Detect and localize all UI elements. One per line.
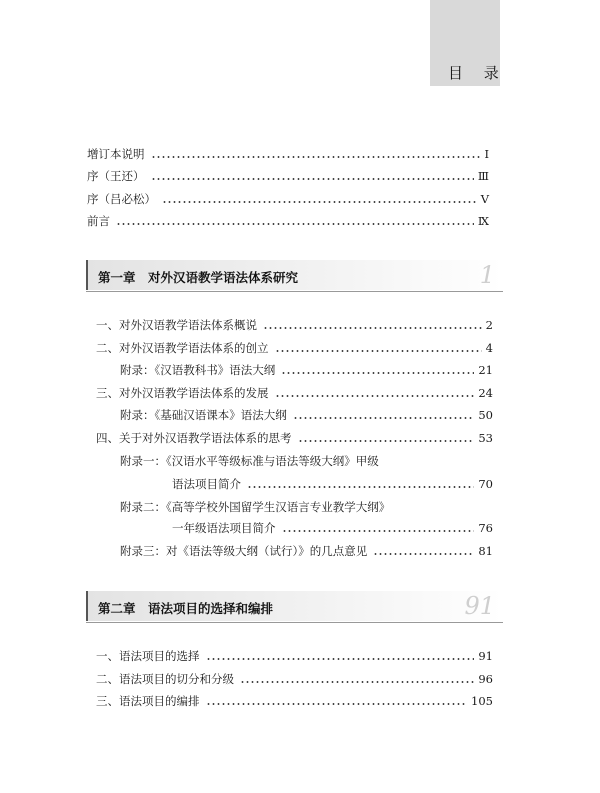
toc-entry-appendix[interactable] bbox=[120, 362, 493, 377]
toc-entry-label: 附录三：对《语法等级大纲（试行）》的几点意见 bbox=[120, 544, 368, 558]
toc-entry-page: 91 bbox=[478, 649, 493, 663]
chapter-underline bbox=[86, 291, 503, 292]
toc-entry-page: 21 bbox=[478, 363, 493, 377]
toc-entry-page: 105 bbox=[471, 694, 493, 708]
chapter-title: 第一章 对外汉语教学语法体系研究 bbox=[98, 270, 299, 285]
toc-entry-appendix-cont[interactable] bbox=[172, 520, 493, 535]
toc-entry-label: 附录：《汉语教科书》语法大纲 bbox=[120, 363, 276, 377]
toc-entry-label: 三、语法项目的编排 bbox=[96, 694, 200, 708]
toc-entry-label: 二、对外汉语教学语法体系的创立 bbox=[96, 341, 269, 355]
chapter-page-number: 1 bbox=[479, 261, 495, 289]
toc-entry-page: Ⅰ bbox=[484, 147, 489, 161]
toc-entry[interactable] bbox=[96, 385, 493, 400]
leader-dots bbox=[247, 486, 474, 488]
toc-entry-label: 增订本说明 bbox=[87, 147, 145, 161]
leader-dots bbox=[373, 553, 474, 555]
toc-entry[interactable] bbox=[96, 340, 493, 355]
toc-entry-appendix-cont[interactable] bbox=[172, 476, 493, 491]
toc-entry[interactable] bbox=[96, 317, 493, 332]
leader-dots bbox=[298, 440, 475, 442]
page-title: 目 录 bbox=[448, 64, 507, 82]
toc-entry[interactable] bbox=[96, 671, 493, 686]
toc-entry-label: 序（吕必松） bbox=[87, 192, 156, 206]
leader-dots bbox=[282, 530, 475, 532]
toc-entry-page: Ⅴ bbox=[480, 192, 489, 206]
toc-entry-page: 81 bbox=[478, 544, 493, 558]
toc-entry-page: 96 bbox=[478, 672, 493, 686]
chapter-underline bbox=[86, 622, 503, 623]
toc-entry-page: Ⅲ bbox=[477, 169, 489, 183]
toc-entry-page: 24 bbox=[478, 386, 493, 400]
leader-dots bbox=[116, 223, 474, 225]
toc-entry-appendix[interactable] bbox=[120, 499, 493, 514]
chapter-1-heading[interactable] bbox=[86, 260, 503, 290]
leader-dots bbox=[275, 395, 475, 397]
leader-dots bbox=[151, 156, 481, 158]
leader-dots bbox=[281, 372, 474, 374]
toc-entry-appendix[interactable] bbox=[120, 543, 493, 558]
toc-entry-label: 附录一：《汉语水平等级标准与语法等级大纲》甲级 bbox=[120, 454, 379, 468]
toc-entry-page: 76 bbox=[478, 521, 493, 535]
toc-entry-page: Ⅸ bbox=[477, 214, 489, 228]
leader-dots bbox=[206, 658, 475, 660]
leader-dots bbox=[206, 703, 468, 705]
toc-entry-label: 二、语法项目的切分和分级 bbox=[96, 672, 234, 686]
toc-entry-label: 四、关于对外汉语教学语法体系的思考 bbox=[96, 431, 292, 445]
toc-entry[interactable] bbox=[96, 648, 493, 663]
toc-entry-label: 附录二：《高等学校外国留学生汉语言专业教学大纲》 bbox=[120, 500, 391, 514]
toc-entry-appendix[interactable] bbox=[120, 407, 493, 422]
toc-entry-preface-lv[interactable] bbox=[87, 191, 489, 206]
toc-entry-preface-revised[interactable] bbox=[87, 146, 489, 161]
toc-entry-label: 前言 bbox=[87, 214, 110, 228]
toc-entry-label: 一、对外汉语教学语法体系概说 bbox=[96, 318, 257, 332]
leader-dots bbox=[240, 681, 474, 683]
toc-entry[interactable] bbox=[96, 430, 493, 445]
chapter-page-number: 91 bbox=[464, 592, 495, 620]
toc-entry-page: 53 bbox=[478, 431, 493, 445]
toc-entry-page: 70 bbox=[478, 477, 493, 491]
leader-dots bbox=[162, 201, 477, 203]
toc-entry-appendix[interactable] bbox=[120, 453, 493, 468]
leader-dots bbox=[151, 178, 474, 180]
toc-entry-label: 附录：《基础汉语课本》语法大纲 bbox=[120, 408, 287, 422]
toc-entry-label: 语法项目简介 bbox=[172, 477, 241, 491]
toc-entry-page: 2 bbox=[485, 318, 493, 332]
toc-entry-label: 一、语法项目的选择 bbox=[96, 649, 200, 663]
toc-entry-label: 一年级语法项目简介 bbox=[172, 521, 276, 535]
toc-entry-preface-wang[interactable] bbox=[87, 168, 489, 183]
toc-entry-label: 三、对外汉语教学语法体系的发展 bbox=[96, 386, 269, 400]
toc-entry-foreword[interactable] bbox=[87, 213, 489, 228]
chapter-title: 第二章 语法项目的选择和编排 bbox=[98, 601, 274, 616]
toc-entry-page: 4 bbox=[485, 341, 493, 355]
toc-entry[interactable] bbox=[96, 693, 493, 708]
leader-dots bbox=[293, 417, 475, 419]
leader-dots bbox=[263, 327, 482, 329]
leader-dots bbox=[275, 350, 482, 352]
chapter-2-heading[interactable] bbox=[86, 591, 503, 621]
toc-entry-page: 50 bbox=[478, 408, 493, 422]
toc-entry-label: 序（王还） bbox=[87, 169, 145, 183]
